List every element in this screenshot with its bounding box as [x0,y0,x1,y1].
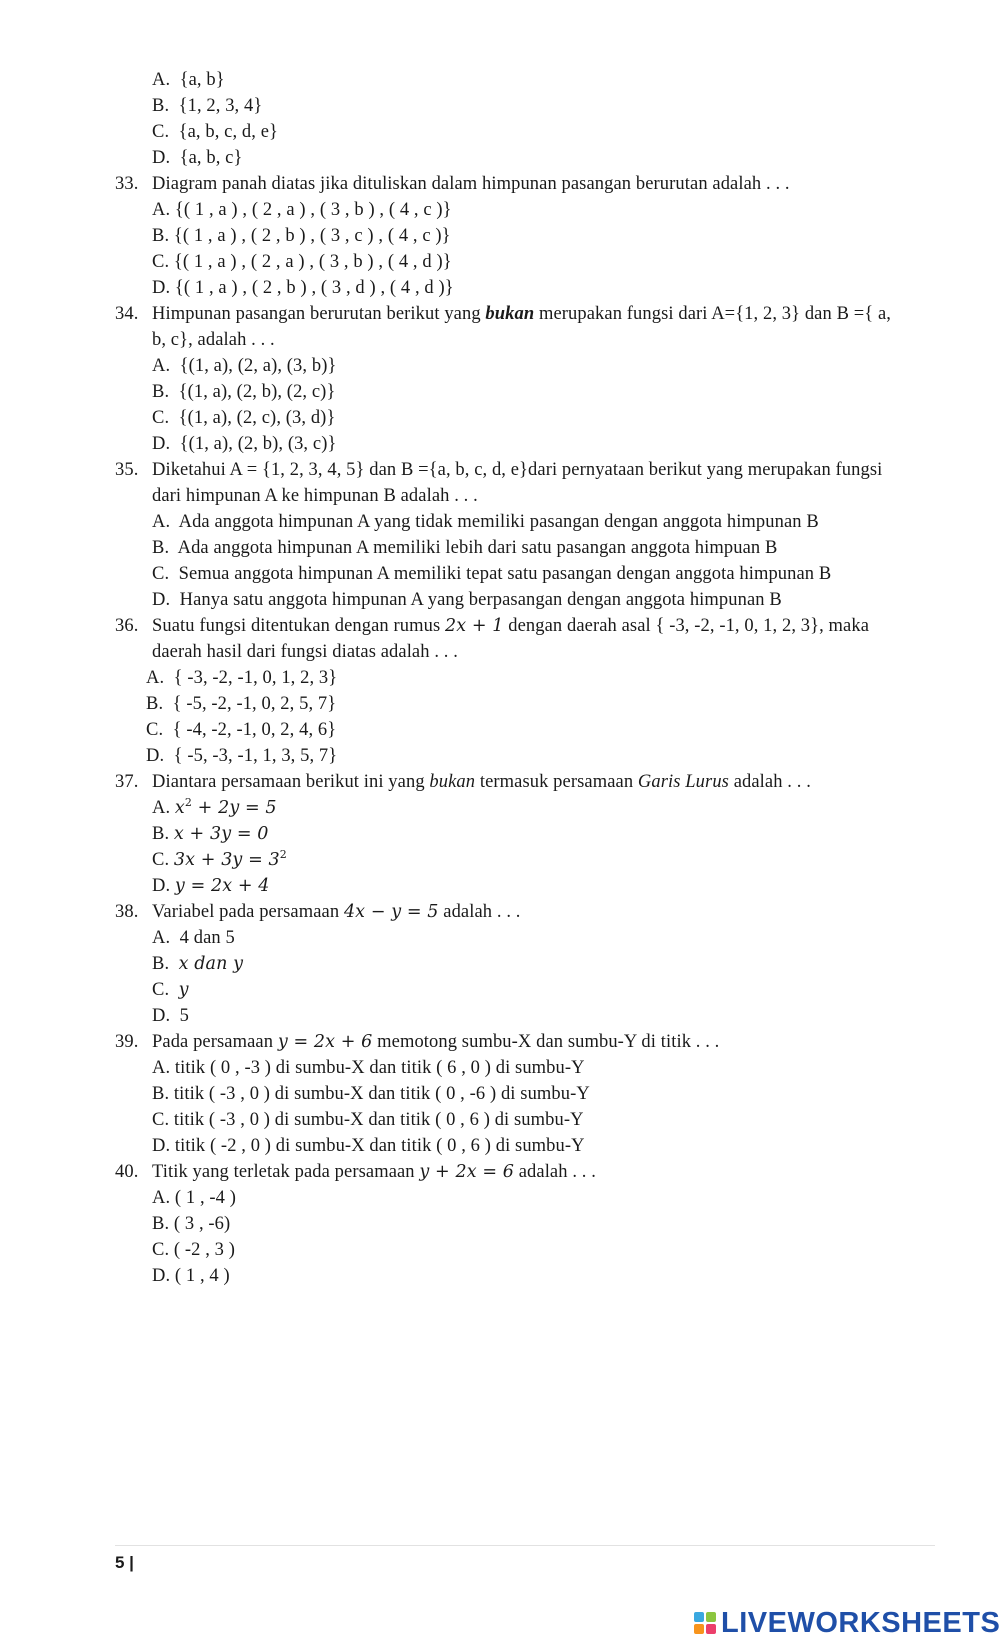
question-37-text: Diantara persamaan berikut ini yang bukan termasuk persamaan Garis Lurus adalah . . . [152,772,811,792]
question-38-option-d: D. 5 [152,1006,189,1026]
question-36-text-line2: daerah hasil dari fungsi diatas adalah . . . [152,642,458,662]
question-38-text: Variabel pada persamaan 4x − y = 5 adalah . . . [152,902,521,922]
question-34-option-a: A. {(1, a), (2, a), (3, b)} [152,356,337,376]
question-39-option-d: D. titik ( -2 , 0 ) di sumbu-X dan titik ( 0 , 6 ) di sumbu-Y [152,1136,585,1156]
question-39-text: Pada persamaan y = 2x + 6 memotong sumbu-X dan sumbu-Y di titik . . . [152,1032,720,1052]
question-36-text: Suatu fungsi ditentukan dengan rumus 2x + 1 dengan daerah asal { -3, -2, -1, 0, 1, 2, 3}, maka [152,616,870,636]
question-35-text: Diketahui A = {1, 2, 3, 4, 5} dan B ={a, b, c, d, e}dari pernyataan berikut yang merupakan fungsi [152,460,883,480]
question-40-option-c: C. ( -2 , 3 ) [152,1240,235,1260]
question-33-option-b: B. {( 1 , a ) , ( 2 , b ) , ( 3 , c ) , ( 4 , c )} [152,226,451,246]
brand-name: LIVEWORKSHEETS [721,1606,1000,1639]
pre-option-c: C. {a, b, c, d, e} [152,122,279,142]
question-37-number: 37. [115,772,139,792]
question-40-number: 40. [115,1162,139,1182]
question-38-option-c: C. y [152,980,189,1000]
question-35-number: 35. [115,460,139,480]
question-35-option-b: B. Ada anggota himpunan A memiliki lebih dari satu pasangan anggota himpuan B [152,538,778,558]
question-34-text-line2: b, c}, adalah . . . [152,330,275,350]
question-35-text-line2: dari himpunan A ke himpunan B adalah . . . [152,486,478,506]
question-35-option-a: A. Ada anggota himpunan A yang tidak memiliki pasangan dengan anggota himpunan B [152,512,819,532]
pre-option-d: D. {a, b, c} [152,148,243,168]
question-37-option-b: B. x + 3y = 0 [152,824,269,844]
question-33-text: Diagram panah diatas jika dituliskan dalam himpunan pasangan berurutan adalah . . . [152,174,790,194]
question-38-option-a: A. 4 dan 5 [152,928,235,948]
question-40-option-b: B. ( 3 , -6) [152,1214,231,1234]
page-number: 5 | [115,1553,134,1572]
question-34-number: 34. [115,304,139,324]
question-34-option-c: C. {(1, a), (2, c), (3, d)} [152,408,336,428]
question-37-option-a: A. $x^2 + 2y = 5$ [152,796,277,818]
question-38-number: 38. [115,902,139,922]
question-33-option-a: A. {( 1 , a ) , ( 2 , a ) , ( 3 , b ) , ( 4 , c )} [152,200,452,220]
question-36-option-c: C. { -4, -2, -1, 0, 2, 4, 6} [146,720,337,740]
question-33-option-c: C. {( 1 , a ) , ( 2 , a ) , ( 3 , b ) , ( 4 , d )} [152,252,452,272]
pre-option-a: A. {a, b} [152,70,225,90]
question-40-option-a: A. ( 1 , -4 ) [152,1188,237,1208]
liveworksheets-logo-icon [694,1612,716,1634]
question-36-option-d: D. { -5, -3, -1, 1, 3, 5, 7} [146,746,338,766]
question-34-option-d: D. {(1, a), (2, b), (3, c)} [152,434,337,454]
footer-divider [115,1545,935,1546]
question-39-option-a: A. titik ( 0 , -3 ) di sumbu-X dan titik ( 6 , 0 ) di sumbu-Y [152,1058,585,1078]
question-36-option-a: A. { -3, -2, -1, 0, 1, 2, 3} [146,668,338,688]
question-38-option-b: B. x dan y [152,954,244,974]
question-34-text: Himpunan pasangan berurutan berikut yang bukan merupakan fungsi dari A={1, 2, 3} dan B ={ a, [152,304,892,324]
question-36-option-b: B. { -5, -2, -1, 0, 2, 5, 7} [146,694,337,714]
question-35-option-d: D. Hanya satu anggota himpunan A yang berpasangan dengan anggota himpunan B [152,590,782,610]
question-37-option-c: C. $3x + 3y = 3^2$ [152,848,287,870]
question-37-option-d: D. y = 2x + 4 [152,876,270,896]
question-39-number: 39. [115,1032,139,1052]
pre-option-b: B. {1, 2, 3, 4} [152,96,263,116]
question-33-number: 33. [115,174,139,194]
question-33-option-d: D. {( 1 , a ) , ( 2 , b ) , ( 3 , d ) , ( 4 , d )} [152,278,454,298]
question-35-option-c: C. Semua anggota himpunan A memiliki tepat satu pasangan dengan anggota himpunan B [152,564,832,584]
question-40-option-d: D. ( 1 , 4 ) [152,1266,230,1286]
question-40-text: Titik yang terletak pada persamaan y + 2x = 6 adalah . . . [152,1162,596,1182]
question-34-option-b: B. {(1, a), (2, b), (2, c)} [152,382,336,402]
liveworksheets-logo [694,1606,1000,1640]
question-39-option-c: C. titik ( -3 , 0 ) di sumbu-X dan titik ( 0 , 6 ) di sumbu-Y [152,1110,584,1130]
question-36-number: 36. [115,616,139,636]
question-39-option-b: B. titik ( -3 , 0 ) di sumbu-X dan titik ( 0 , -6 ) di sumbu-Y [152,1084,590,1104]
